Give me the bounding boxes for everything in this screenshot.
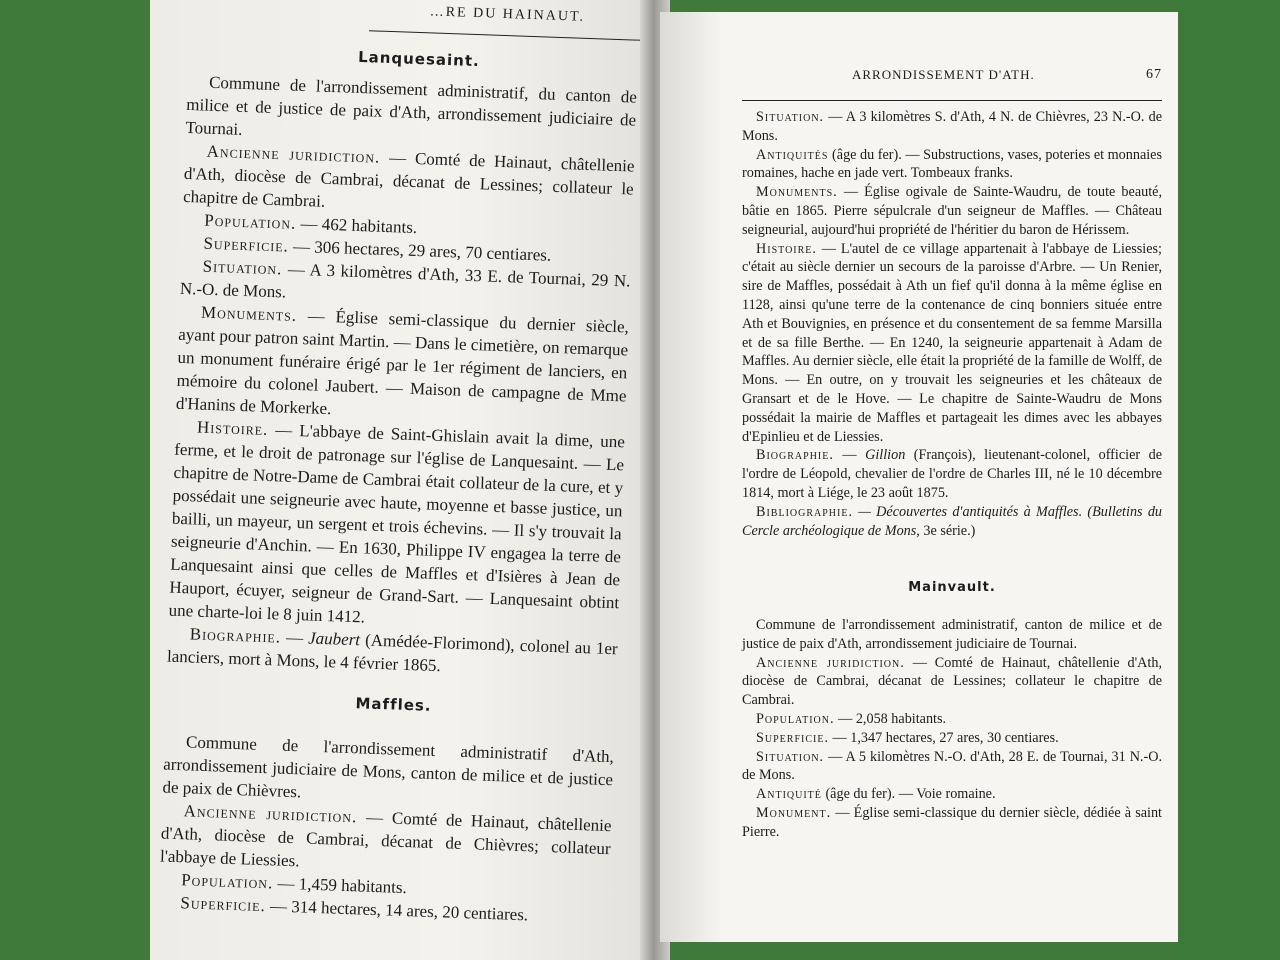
maffles-continued: [742, 108, 1162, 540]
entry-body-maffles: [158, 730, 614, 930]
maffles-intro: Commune de l'arrondissement administratif d'Ath, arrondissement judiciaire de Mons, canton de milice et de justice de paix de Chièvres.: [162, 732, 615, 802]
entry-title-lanquesaint: Lanquesaint.: [357, 47, 481, 71]
maffles-ancienne: Ancienne juridiction. — Comté de Hainaut, châtellenie d'Ath, diocèse de Cambrai, décanat de Chièvres; collateur l'abbaye de Liessies.: [159, 801, 612, 871]
lanquesaint-monuments: Monuments. — Église semi-classique du dernier siècle, ayant pour patron saint Martin. — Dans le cimetière, on remarque un monument funéraire érigé par le 1er régiment de lanciers, en mémoire du colonel Jaubert. — Maison de campagne de Mme d'Hanins de Morkerke.: [175, 302, 630, 419]
maffles-population: Population. — 1,459 habitants.: [180, 870, 408, 898]
mainvault-antiquite: Antiquité (âge du fer). — Voie romaine.: [756, 786, 996, 803]
mainvault-population: Population. — 2,058 habitants.: [756, 710, 947, 727]
right-running-head: ARRONDISSEMENT D'ATH.: [852, 67, 1035, 82]
left-running-head: …RE DU HAINAUT.: [429, 4, 586, 25]
mainvault-monument: Monument. — Église semi-classique du dernier siècle, dédiée à saint Pierre.: [742, 804, 1162, 840]
lanquesaint-population: Population. — 462 habitants.: [203, 210, 418, 238]
mainvault-superficie: Superficie. — 1,347 hectares, 27 ares, 30 centiares.: [756, 729, 1059, 746]
lanquesaint-intro: Commune de l'arrondissement administratif, du canton de milice et de justice de paix d'Ath, arrondissement judiciaire de Tournai.: [185, 72, 638, 139]
background-right-edge: [1178, 0, 1280, 960]
left-header-rule: [369, 30, 655, 41]
maffles-monuments: Monuments. — Église ogivale de Sainte-Waudru, de toute beauté, bâtie en 1865. Pierre sépulcrale d'un seigneur de Maffles. — Château seigneurial, aujourd'hui propriété de l'héritier du baron de Hérissem.: [742, 184, 1162, 238]
entry-title-mainvault: Mainvault.: [908, 580, 996, 595]
lanquesaint-ancienne: Ancienne juridiction. — Comté de Hainaut, châtellenie d'Ath, diocèse de Cambrai, décanat de Lessines; collateur le chapitre de Cambrai.: [182, 141, 635, 211]
maffles-antiquites: Antiquités (âge du fer). — Substructions, vases, poteries et monnaies romaines, hache en jade vert. Tombeaux franks.: [742, 146, 1163, 182]
right-page: [660, 12, 1180, 942]
maffles-superficie: Superficie. — 314 hectares, 14 ares, 20 centiares.: [180, 893, 529, 925]
lanquesaint-biographie: Biographie. — Jaubert (Amédée-Florimond), colonel au 1er lanciers, mort à Mons, le 4 février 1865.: [166, 624, 618, 676]
lanquesaint-histoire: Histoire. — L'abbaye de Saint-Ghislain avait la dime, une ferme, et le droit de patronage sur l'église de Lanquesaint. — Le chapitre de Notre-Dame de Cambrai était collateur de la cure, et y possédait une seigneurie avec haute, moyenne et basse justice, un bailli, un mayeur, un sergent et trois échevins. — Il s'y trouvait la seigneurie d'Anchin. — En 1630, Philippe IV engagea la terre de Lanquesaint ainsi que celles de Maffles et d'Isières à Jean de Hauport, écuyer, seigneur de Grand-Sart. — Lanquesaint obtint une charte-loi le 8 juin 1412.: [168, 417, 626, 627]
left-page-content: [156, 0, 655, 960]
left-page: [150, 0, 655, 960]
entry-body-lanquesaint: [167, 70, 638, 683]
lanquesaint-situation: Situation. — A 3 kilomètres d'Ath, 33 E. de Tournai, 29 N. N.-O. de Mons.: [179, 256, 631, 302]
page-number: 67: [1146, 67, 1162, 82]
maffles-biographie: Biographie. — Gillion (François), lieutenant-colonel, officier de l'ordre de Léopold, chevalier de l'ordre de Charles III, né le 10 décembre 1814, mort à Liége, le 23 août 1875.: [742, 447, 1162, 501]
maffles-histoire: Histoire. — L'autel de ce village appartenait à l'abbaye de Liessies; c'était au siècle dernier un secours de la paroisse d'Arbre. — Un Renier, sire de Maffles, possédait à Ath un fief qu'il donna à la même église en 1128, ainsi qu'une terre de la contenance de cinq bonniers située entre Ath et Bouvignies, en présence et du consentement de sa femme Marsilla et de sa fille Berthe. — En 1240, la seigneurie appartenait à Adam de Maffles. Au dernier siècle, elle était la propriété de la famille de Wolff, de Mons. — En outre, on y trouvait les seigneuries et les châteaux de Gransart et de le Hove. — Le chapitre de Sainte-Waudru de Mons possédait la mairie de Maffles et partageait les dimes avec les abbayes d'Epinlieu et de Liessies.: [742, 240, 1162, 445]
right-header-rule: [742, 100, 1162, 101]
mainvault-situation: Situation. — A 5 kilomètres N.-O. d'Ath, 28 E. de Tournai, 31 N.-O. de Mons.: [742, 748, 1162, 784]
lanquesaint-superficie: Superficie. — 306 hectares, 29 ares, 70 centiares.: [203, 233, 552, 265]
entry-body-mainvault: [742, 616, 1162, 842]
maffles-bibliographie: Bibliographie. — Découvertes d'antiquités à Maffles. (Bulletins du Cercle archéologique de Mons, 3e série.): [742, 503, 1163, 539]
maffles-situation: Situation. — A 3 kilomètres S. d'Ath, 4 N. de Chièvres, 23 N.-O. de Mons.: [742, 109, 1162, 144]
entry-title-maffles: Maffles.: [355, 694, 432, 715]
mainvault-ancienne: Ancienne juridiction. — Comté de Hainaut, châtellenie d'Ath, diocèse de Cambrai, décanat de Lessines; collateur le chapitre de Cambrai.: [742, 654, 1162, 709]
mainvault-intro: Commune de l'arrondissement administratif, canton de milice et de justice de paix d'Ath, arrondissement judiciaire de Tournai.: [742, 617, 1162, 652]
